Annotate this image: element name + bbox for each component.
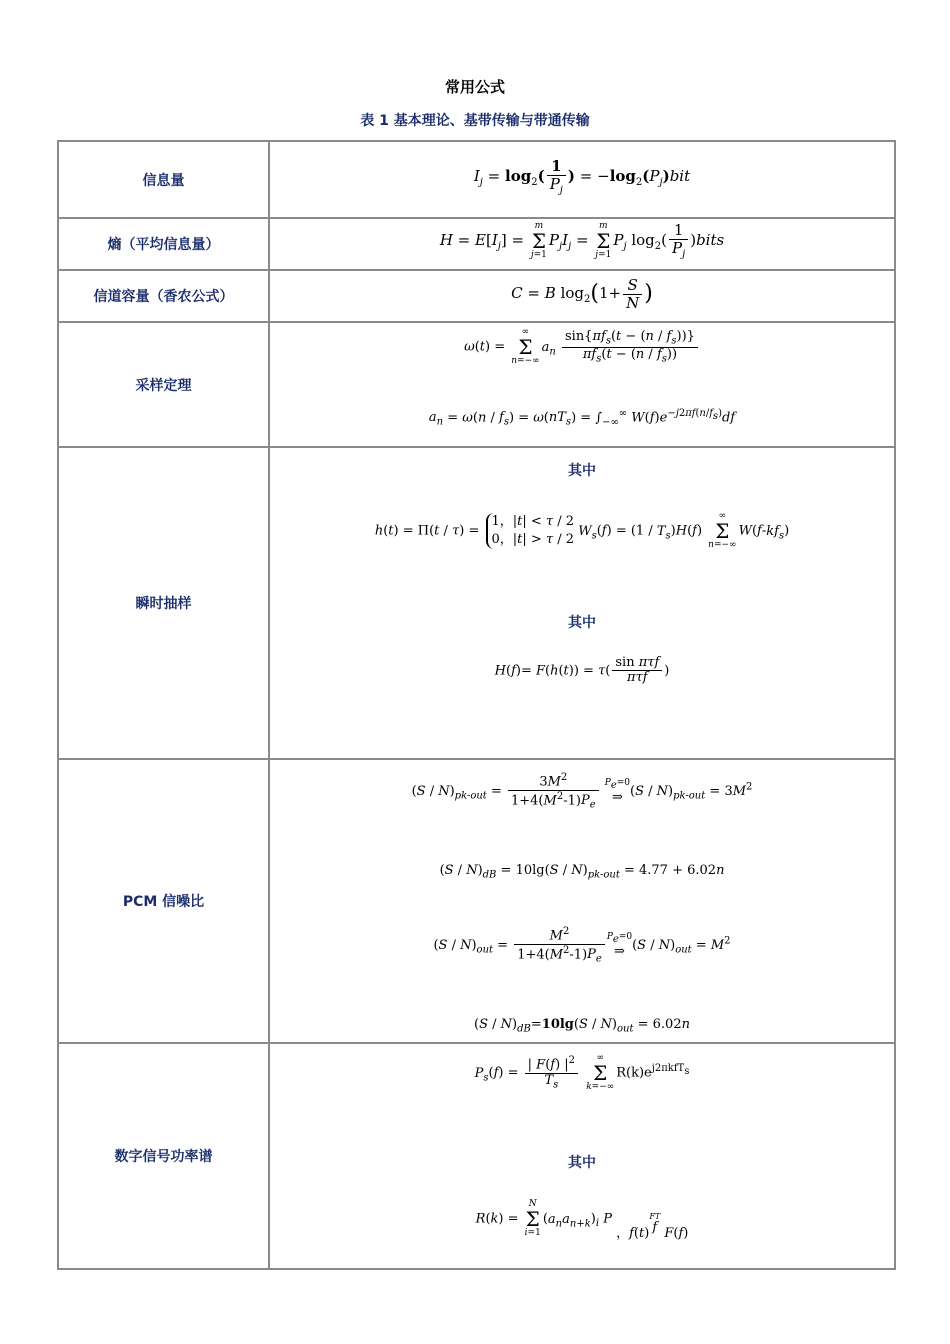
formula-table bbox=[57, 140, 896, 1270]
formula-information: $I_j = \log_2$( $\frac{1}{P_j}$ ) = $-\log_2(P_j)bit$ bbox=[473, 157, 691, 196]
formula-rect-pulse: h(t) = Π(t / τ) = 1，|t| < τ / 2 0，|t| > τ / 2 $W_s(f) = (1 / T_s)H(f)$ ∞ Σ n=−∞ $W(f-kf_s)$ bbox=[374, 511, 790, 550]
row-label-digital-psd: 数字信号功率谱 bbox=[114, 1149, 213, 1165]
formula-pcm-peak-snr: $(S / N)_{pk-out}$ = $\frac{3M^2}{1+4(M^2-1)P_e}$ $P_e=0$ ⇒ $(S / N)_{pk-out} = 3M^2$ bbox=[411, 772, 753, 811]
formula-pulse-spectrum: H(f)= F(h(t)) = τ( $\frac{\text{sin πτf}}{\text{πτf}}$ ) bbox=[494, 655, 670, 686]
formula-sampling-series: ω(t) = ∞ Σ n=−∞ $a_n$ $\frac{\sin\{\pi f_s(t - (n / f_s))\}}{\pi f_s(t - (n / f_s))}$ bbox=[270, 328, 894, 366]
row-label-sampling-theorem: 采样定理 bbox=[135, 377, 192, 394]
formula-pcm-avg-snr-db: $(S / N)_{dB}=10\lg(S / N)_{out} = 6.02n$ bbox=[474, 1017, 690, 1035]
label-qizhong-2: 其中 bbox=[568, 615, 596, 631]
label-qizhong-1: 其中 bbox=[568, 463, 596, 479]
label-qizhong-3: 其中 bbox=[568, 1155, 596, 1171]
row-label-pcm-snr: PCM 信噪比 bbox=[122, 894, 205, 910]
formula-shannon: C = B $\log_2(1+$ $\frac{S}{N}$ ) bbox=[511, 276, 653, 312]
formula-autocorrelation: R(k) = N Σ i=1 $(a_na_{n+k})_i$ P ，f(t) FT f F(f) bbox=[475, 1199, 689, 1241]
row-label-information: 信息量 bbox=[142, 172, 185, 189]
row-label-instant-sampling: 瞬时抽样 bbox=[135, 596, 192, 612]
row-label-entropy: 熵（平均信息量） bbox=[107, 237, 220, 253]
formula-pcm-peak-snr-db: $(S / N)_{dB} = 10\lg(S / N)_{pk-out} = 4.77 + 6.02n$ bbox=[439, 863, 725, 881]
page-title: 常用公式 bbox=[444, 78, 505, 96]
formula-pcm-avg-snr: $(S / N)_{out}$ = $\frac{M^2}{1+4(M^2-1)P_e}$ $P_e=0$ ⇒ $(S / N)_{out} = M^2$ bbox=[433, 926, 731, 965]
formula-entropy: $H = E[I_j]$ = m Σ j=1 $P_jI_j$ = m Σ j=1 $P_j$ $\log_2$( $\frac{1}{P_j}$ )bits bbox=[439, 221, 725, 260]
unit-bits: bits bbox=[696, 231, 725, 249]
unit-bit: bit bbox=[669, 166, 691, 185]
formula-psd: $P_s(f)$ = $\frac{| F(f) |^2}{T_s}$ ∞ Σ k=−∞ $R(k)e^{j2\pi kfT_s}$ bbox=[474, 1053, 690, 1092]
row-label-channel-capacity: 信道容量（香农公式） bbox=[93, 289, 234, 305]
formula-sampling-coefficient: $a_n = \omega(n / f_s) = \omega(nT_s) = \int_{-\infty}^\infty$ $W(f)e^{-j2\pi f(n/f_s)}df$ bbox=[428, 408, 736, 428]
table-caption: 表 1 基本理论、基带传输与带通传输 bbox=[360, 113, 590, 129]
